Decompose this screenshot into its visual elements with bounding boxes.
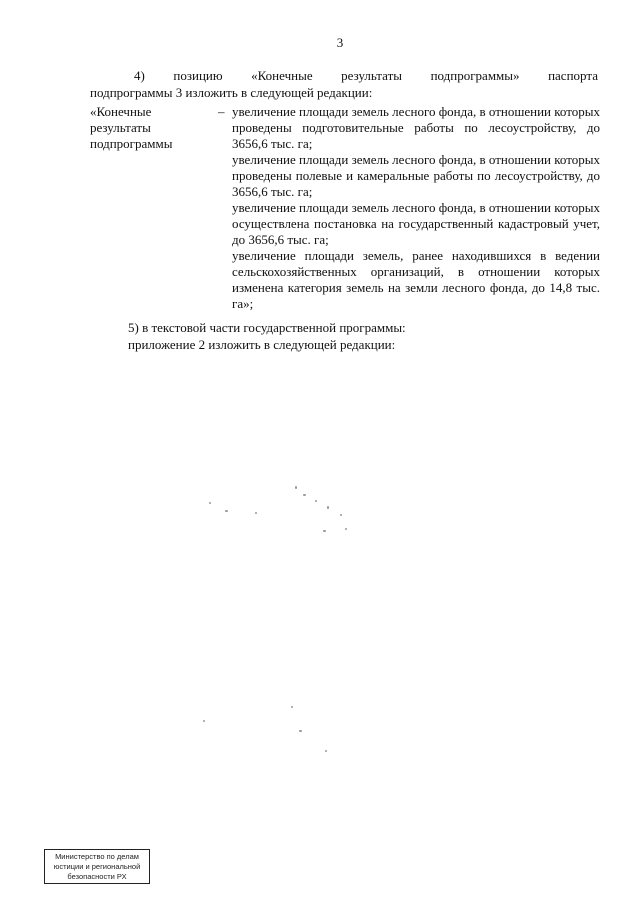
result-item: увеличение площади земель лесного фонда, в отношении которых осуществлена постановка на государственный кадастровый учет, до 3656,6 тыс. га; [232,200,600,247]
section-5-line: приложение 2 изложить в следующей редакции: [128,337,396,352]
passport-dash: – [218,104,225,119]
ministry-stamp [44,849,150,884]
intro-word: подпрограммы» [430,68,520,83]
section-5 [128,319,608,353]
passport-label [90,104,200,152]
intro-second-line: подпрограммы 3 изложить в следующей редакции: [90,85,373,100]
stamp-line: Министерство по делам [55,852,139,861]
intro-word: результаты [341,68,402,83]
passport-label-line: «Конечные [90,104,152,119]
passport-label-line: подпрограммы [90,136,173,151]
result-item: увеличение площади земель, ранее находившихся в ведении сельскохозяйственных организаций, в отношении которых изменена категория земель на земли лесного фонда, до 14,8 тыс. га»; [232,248,600,311]
page-number: 3 [336,35,344,50]
passport-results-list [232,104,600,312]
intro-word: 4) [134,68,145,83]
intro-word: «Конечные [251,68,313,83]
section-5-line: 5) в текстовой части государственной программы: [128,320,406,335]
intro-word: паспорта [548,68,598,83]
intro-word: позицию [173,68,223,83]
intro-paragraph [90,67,598,101]
stamp-line: безопасности РХ [67,872,127,881]
passport-label-line: результаты [90,120,151,135]
result-item: увеличение площади земель лесного фонда, в отношении которых проведены подготовительные работы по лесоустройству, до 3656,6 тыс. га; [232,104,600,151]
result-item: увеличение площади земель лесного фонда, в отношении которых проведены полевые и камеральные работы по лесоустройству, до 3656,6 тыс. га; [232,152,600,199]
stamp-line: юстиции и региональной [53,862,141,871]
intro-first-line [90,67,598,84]
scan-noise [195,480,395,760]
